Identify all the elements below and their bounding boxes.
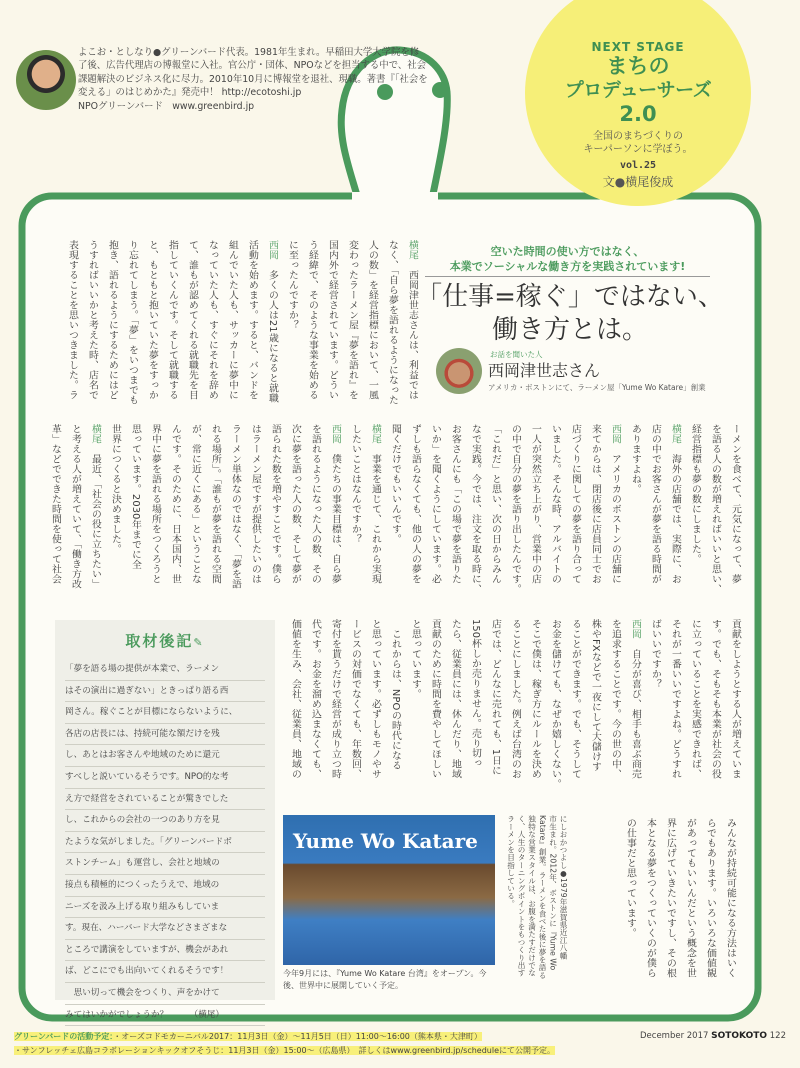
- afterword-line: ストンチーム」も運営し、会社と地域の: [65, 853, 265, 875]
- series-badge: [525, 0, 751, 206]
- text-column: [625, 619, 645, 789]
- text-column: [725, 619, 745, 789]
- text-column: [445, 424, 465, 594]
- text-column: [705, 424, 725, 594]
- article-title: [405, 281, 735, 347]
- text-column: [705, 619, 725, 789]
- column-text: り忘れてしまう。「夢」をいつまでも: [127, 240, 138, 405]
- afterword-line: 岡さん。稼ぐことが目標にならないように、: [65, 702, 265, 724]
- text-column: [125, 424, 145, 594]
- column-text: 経営指標も夢の数にしました。: [690, 424, 701, 564]
- column-text: 僕たちの事業目標は、自ら夢: [330, 443, 341, 584]
- text-column: [525, 619, 545, 789]
- text-column: [605, 619, 625, 789]
- afterword-box: [55, 620, 275, 1020]
- column-text: 世界につくると決めました。: [110, 424, 121, 554]
- column-text: が、常に近くにある」ということな: [190, 424, 201, 584]
- afterword-line: たような気がしました。「グリーンバードボ: [65, 832, 265, 854]
- schedule-label: グリーンバードの活動予定：: [14, 1032, 114, 1041]
- text-column: [345, 619, 365, 789]
- column-text: 界中に夢を語れる場所をつくろうと: [150, 424, 161, 584]
- text-column: [680, 818, 700, 978]
- column-text: 多くの人は21歳になると就職: [267, 259, 278, 403]
- speaker-name: 横尾: [407, 240, 418, 260]
- column-text: らでもあります。いろいろな価値観: [705, 818, 716, 978]
- column-text: す。でも、そもそも本業が社会の役: [710, 619, 721, 779]
- column-text: に立っていることを実感できれば、: [690, 619, 701, 779]
- issue-date: December 2017: [640, 1031, 709, 1041]
- author-org: NPOグリーンバード www.greenbird.jp: [78, 100, 255, 112]
- text-column: [242, 240, 262, 405]
- afterword-title: 取材後記: [125, 632, 194, 650]
- text-column: [665, 619, 685, 789]
- text-column: [325, 619, 345, 789]
- body-text-block-3: [285, 619, 745, 789]
- column-text: れる場所」。「誰もが夢を語れる空間: [210, 424, 221, 584]
- text-column: [640, 818, 660, 978]
- column-text: 革」などでできた時間を使って社会: [50, 424, 61, 584]
- text-column: [262, 240, 282, 405]
- column-text: ービスの対価でなくても、年数回、: [350, 619, 361, 779]
- schedule-item: ・オーズコドモカーニバル2017：11月3日（金）〜11月5日（日）11:00〜16:00（熊本県・大津町）: [113, 1032, 482, 1041]
- column-text: と考える人が増えていて、「働き方改: [70, 424, 81, 589]
- column-text: 人の数」を経営指標において、一風: [367, 240, 378, 400]
- text-column: [545, 619, 565, 789]
- text-column: [445, 619, 465, 789]
- column-text: 寄付を貰うだけで経営が成り立つ時: [330, 619, 341, 779]
- text-column: [162, 240, 182, 405]
- column-text: 150杯しか売りません。売り切っ: [470, 619, 481, 769]
- byline: 文●横尾俊成: [602, 175, 674, 189]
- text-column: [385, 619, 405, 789]
- activity-schedule: [14, 1030, 555, 1058]
- speaker-name: 横尾: [370, 424, 381, 444]
- text-column: [202, 240, 222, 405]
- profile-column: にしおかつよし●1979年滋賀県近江八幡: [559, 815, 568, 960]
- page-footer: [640, 1031, 786, 1041]
- text-column: [382, 240, 402, 405]
- column-text: 界に広げていきたいですし、その根: [665, 818, 676, 978]
- text-column: [625, 424, 645, 594]
- text-column: [585, 619, 605, 789]
- text-column: [545, 424, 565, 594]
- column-text: これからは、NPOの時代になる: [390, 619, 401, 771]
- profile-column: く、人生のターニングポイントをもつくり出す: [517, 815, 526, 977]
- afterword-line: し、これからの会社の一つのあり方を見: [65, 810, 265, 832]
- text-column: [505, 424, 525, 594]
- text-column: [505, 619, 525, 789]
- text-column: [222, 240, 242, 405]
- column-text: 店づくりに関しての夢を語り合って: [570, 424, 581, 584]
- text-column: [165, 424, 185, 594]
- text-column: [62, 240, 82, 405]
- text-column: [405, 619, 425, 789]
- series-title-2: プロデューサーズ: [564, 79, 712, 101]
- afterword-line: はその演出に過ぎない」ときっぱり語る西: [65, 681, 265, 703]
- column-text: 活動を始めます。すると、バンドを: [247, 240, 258, 400]
- text-column: [365, 619, 385, 789]
- text-column: [185, 424, 205, 594]
- page-number: 122: [769, 1031, 786, 1041]
- text-column: [345, 424, 365, 594]
- column-text: ラーメン単体なのではなく、「夢を語: [230, 424, 241, 589]
- afterword-line: みてはいかがでしょうか？ （横尾）: [65, 1005, 265, 1027]
- column-text: 次に夢を語った人の数、そして夢が: [290, 424, 301, 584]
- body-text-block-4: [620, 818, 740, 978]
- text-column: [305, 619, 325, 789]
- afterword-line: 接点も積極的につくったうえで、地域の: [65, 875, 265, 897]
- column-text: そこで僕は、稼ぎ方にルールを決め: [530, 619, 541, 779]
- title-line-1: 「仕事=稼ぐ」ではない、: [416, 282, 724, 312]
- text-column: [142, 240, 162, 405]
- column-text: うすればいいかと考えた時、店名で: [87, 240, 98, 400]
- column-text: 一人が突然立ち上がり、営業中の店: [530, 424, 541, 584]
- column-text: ありますよね。: [630, 424, 641, 494]
- column-text: アメリカのボストンの店舗に: [610, 443, 621, 584]
- text-column: [645, 619, 665, 789]
- interviewee-profile: [505, 815, 568, 979]
- afterword-line: 「夢を語る場の提供が本業で、ラーメン: [65, 659, 265, 681]
- text-column: [565, 619, 585, 789]
- column-text: の中で自分の夢を語り出したんです。: [510, 424, 521, 594]
- column-text: 自分が喜び、相手も喜ぶ商売: [630, 638, 641, 779]
- text-column: [720, 818, 740, 978]
- text-column: [122, 240, 142, 405]
- column-text: 聞くだけでもいいんです。: [390, 424, 401, 544]
- column-text: なく、「自ら夢を語れるようになった: [387, 240, 398, 405]
- column-text: を語れるようになった人の数、その: [310, 424, 321, 584]
- interviewee-label: お話を聞いた人: [490, 350, 543, 359]
- text-column: [342, 240, 362, 405]
- author-bio-text: よこお・としなり●グリーンバード代表。1981年生まれ。早稲田大学大学院を修了後、広告代理店の博報堂に入社。官公庁・団体、NPOなどを担当する中で、社会課題解決のビジネス化に尽力。2010年10月に博報堂を退社、現職。著書『「社会を変える」のはじめかた』発売中！ http://ecotoshi.jp: [78, 47, 428, 99]
- text-column: [685, 424, 705, 594]
- column-text: 変わったラーメン屋『夢を語れ』を: [347, 240, 358, 400]
- column-text: 表現することを思いつきました。ラ: [67, 240, 78, 400]
- column-text: 株やFXなどで一夜にして大儲けす: [590, 619, 601, 772]
- text-column: [605, 424, 625, 594]
- column-text: みんなが持続可能になる方法はいく: [725, 818, 736, 978]
- profile-column: 独特な営業スタイルは、お腹を満たすだけでな: [527, 815, 537, 977]
- afterword-line: し、あとはお客さんや地域のために還元: [65, 745, 265, 767]
- afterword-line: すべしと説いているそうです。NPO的な考: [65, 767, 265, 789]
- column-text: なっていた人も、すぐにそれを辞め: [207, 240, 218, 400]
- text-column: [85, 424, 105, 594]
- body-text-block-1: [62, 240, 422, 405]
- profile-column: Katare』創業。ラーメンを食べた後に夢を語る: [538, 815, 547, 979]
- column-text: それが一番いいですよね。どうすれ: [670, 619, 681, 779]
- column-text: ーメンを食べて、元気になって、夢: [730, 424, 741, 584]
- catch-line-1: 空いた時間の使い方ではなく、: [490, 245, 645, 258]
- column-text: 代です。お金を溜め込まなくても、: [310, 619, 321, 779]
- text-column: [105, 424, 125, 594]
- text-column: [525, 424, 545, 594]
- text-column: [620, 818, 640, 978]
- divider: [425, 276, 710, 277]
- text-column: [285, 619, 305, 789]
- author-avatar: [16, 50, 76, 110]
- text-column: [645, 424, 665, 594]
- text-column: [225, 424, 245, 594]
- column-text: 店では、どんなに売れても、1日に: [490, 619, 501, 776]
- pen-icon: ✎: [193, 636, 205, 649]
- column-text: ることができます。でも、そうして: [570, 619, 581, 779]
- column-text: 語られた数を増やすことです。僕ら: [270, 424, 281, 584]
- text-column: [205, 424, 225, 594]
- column-text: と、もともと抱いていた夢をすっか: [147, 240, 158, 400]
- text-column: [145, 424, 165, 594]
- text-column: [265, 424, 285, 594]
- column-text: 指していくんです。そして就職する: [167, 240, 178, 400]
- column-text: ずしも語らなくても、他の人の夢を: [410, 424, 421, 584]
- column-text: お客さんにも「この場で夢を語りた: [450, 424, 461, 584]
- column-text: 価値を生み、会社、従業員、地域の: [290, 619, 301, 779]
- series-sub-2: キーパーソンに学ぼう。: [583, 144, 693, 155]
- column-text: 来てからは、閉店後に店員同士でお: [590, 424, 601, 584]
- schedule-item: ・サンフレッチェ広島コラボレーションキックオフそうじ：11月3日（金）15:00〜（広島県） 詳しくはwww.greenbird.jp/scheduleにて公開予定。: [14, 1046, 556, 1055]
- text-column: [685, 619, 705, 789]
- text-column: [82, 240, 102, 405]
- shop-photo: [283, 815, 495, 965]
- text-column: [565, 424, 585, 594]
- text-column: [362, 240, 382, 405]
- column-text: ることにしました。例えば台湾のお: [510, 619, 521, 779]
- text-column: [465, 619, 485, 789]
- text-column: [45, 424, 65, 594]
- text-column: [585, 424, 605, 594]
- afterword-line: 各店の店長には、持続可能な額だけを残: [65, 724, 265, 746]
- text-column: [282, 240, 302, 405]
- afterword-line: 思い切って機会をつくり、声をかけて: [65, 983, 265, 1005]
- column-text: う経緯で、そのような事業を始める: [307, 240, 318, 400]
- series-title-1: まちの: [606, 54, 670, 78]
- profile-column: 市生まれ。2012年、ボストンに『Yume Wo: [548, 815, 558, 971]
- column-text: いました。そんな時、アルバイトの: [550, 424, 561, 584]
- column-text: 本となる夢をつくっていくのが僕ら: [645, 818, 656, 978]
- column-text: 国内外で経営されています。どうい: [327, 240, 338, 400]
- interviewee-name: 西岡津世志さん: [488, 361, 601, 380]
- column-text: 海外の店舗では、実際に、お: [670, 443, 681, 584]
- column-text: を追求することです。今の世の中、: [610, 619, 621, 779]
- text-column: [425, 424, 445, 594]
- column-text: 抱き、語れるようにするためにはど: [107, 240, 118, 400]
- text-column: [245, 424, 265, 594]
- speaker-name: 西岡: [610, 424, 621, 444]
- column-text: に至ったんですか？: [287, 240, 298, 330]
- column-text: お金を儲けても、なぜか嬉しくない。: [550, 619, 561, 789]
- column-text: と思っています。必ずしもモノやサ: [370, 619, 381, 779]
- text-column: [485, 619, 505, 789]
- text-column: [385, 424, 405, 594]
- column-text: 店の中でお客さんが夢を語る時間が: [650, 424, 661, 584]
- afterword-line: え方で経営をされていることが驚きでした: [65, 789, 265, 811]
- column-text: て、誰もが認めてくれる就職先を目: [187, 240, 198, 400]
- text-column: [65, 424, 85, 594]
- volume: vol.25: [619, 160, 657, 171]
- text-column: [365, 424, 385, 594]
- interviewee-avatar: [436, 348, 482, 394]
- text-column: [425, 619, 445, 789]
- column-text: はラーメン屋ですが提供したいのは: [250, 424, 261, 584]
- series-sub-1: 全国のまちづくりの: [593, 131, 683, 142]
- shop-sign: Yume Wo Katare: [293, 829, 478, 853]
- profile-column: ラーメンを目指している。: [506, 815, 516, 908]
- text-column: [665, 424, 685, 594]
- text-column: [102, 240, 122, 405]
- speaker-name: 西岡: [630, 619, 641, 639]
- text-column: [305, 424, 325, 594]
- speaker-name: 横尾: [670, 424, 681, 444]
- bird-beak-icon: [432, 82, 448, 98]
- column-text: があってもいいんだという概念を世: [685, 818, 696, 978]
- column-text: 貢献をしようとする人が増えていま: [730, 619, 741, 779]
- text-column: [465, 424, 485, 594]
- text-column: [485, 424, 505, 594]
- column-text: と思っています。: [410, 619, 421, 699]
- body-text-block-2: [45, 424, 745, 594]
- text-column: [700, 818, 720, 978]
- catch-copy: [425, 244, 710, 274]
- text-column: [182, 240, 202, 405]
- column-text: 貢献のために時間を費やしてほしい: [430, 619, 441, 779]
- column-text: を語る人の数が増えればいいと思い、: [710, 424, 721, 594]
- interviewee-role: アメリカ・ボストンにて、ラーメン屋「Yume Wo Katare」創業: [488, 383, 706, 392]
- series-title-3: 2.0: [619, 102, 657, 126]
- column-text: の仕事だと思っています。: [625, 818, 636, 938]
- catch-line-2: 本業でソーシャルな働き方を実践されています!: [449, 260, 686, 273]
- afterword-line: ところで講演をしていますが、機会があれ: [65, 940, 265, 962]
- speaker-name: 横尾: [90, 424, 101, 444]
- text-column: [322, 240, 342, 405]
- text-column: [302, 240, 322, 405]
- text-column: [325, 424, 345, 594]
- text-column: [402, 240, 422, 405]
- column-text: 「これだ」と思い、次の日からみん: [490, 424, 501, 584]
- afterword-line: ば、どこにでも出向いてくれるそうです！: [65, 961, 265, 983]
- column-text: 事業を通じて、これから実現: [370, 443, 381, 584]
- text-column: [660, 818, 680, 978]
- column-text: んです。そのために、日本国内、世: [170, 424, 181, 584]
- column-text: したいことはなんですか？: [350, 424, 361, 544]
- author-bio: [78, 46, 428, 113]
- series-en: NEXT STAGE: [591, 40, 685, 54]
- photo-caption: 今年9月には、『Yume Wo Katare 台湾』をオープン。今後、世界中に展開していく予定。: [283, 969, 487, 990]
- column-text: なで実践。今では、注文を取る時に、: [470, 424, 481, 594]
- title-line-2: 働き方とは。: [491, 315, 648, 345]
- speaker-name: 西岡: [330, 424, 341, 444]
- text-column: [285, 424, 305, 594]
- column-text: ばいいですか？: [650, 619, 661, 689]
- magazine-name: SOTOKOTO: [711, 1031, 768, 1041]
- column-text: 最近、「社会の役に立ちたい」: [90, 443, 101, 589]
- text-column: [405, 424, 425, 594]
- afterword-heading: [55, 630, 275, 651]
- column-text: たら、従業員には、休んだり、地域: [450, 619, 461, 779]
- speaker-name: 西岡: [267, 240, 278, 260]
- column-text: いか」を聞くようにしています。必: [430, 424, 441, 584]
- afterword-line: す。現在、ハーバード大学などさまざまな: [65, 918, 265, 940]
- column-text: 西岡津世志さんは、利益では: [407, 259, 418, 400]
- column-text: 組んでいた人も、サッカーに夢中に: [227, 240, 238, 400]
- afterword-line: ニーズを汲み上げる取り組みもしていま: [65, 897, 265, 919]
- column-text: 思っています。2030年までに全: [130, 424, 141, 570]
- text-column: [725, 424, 745, 594]
